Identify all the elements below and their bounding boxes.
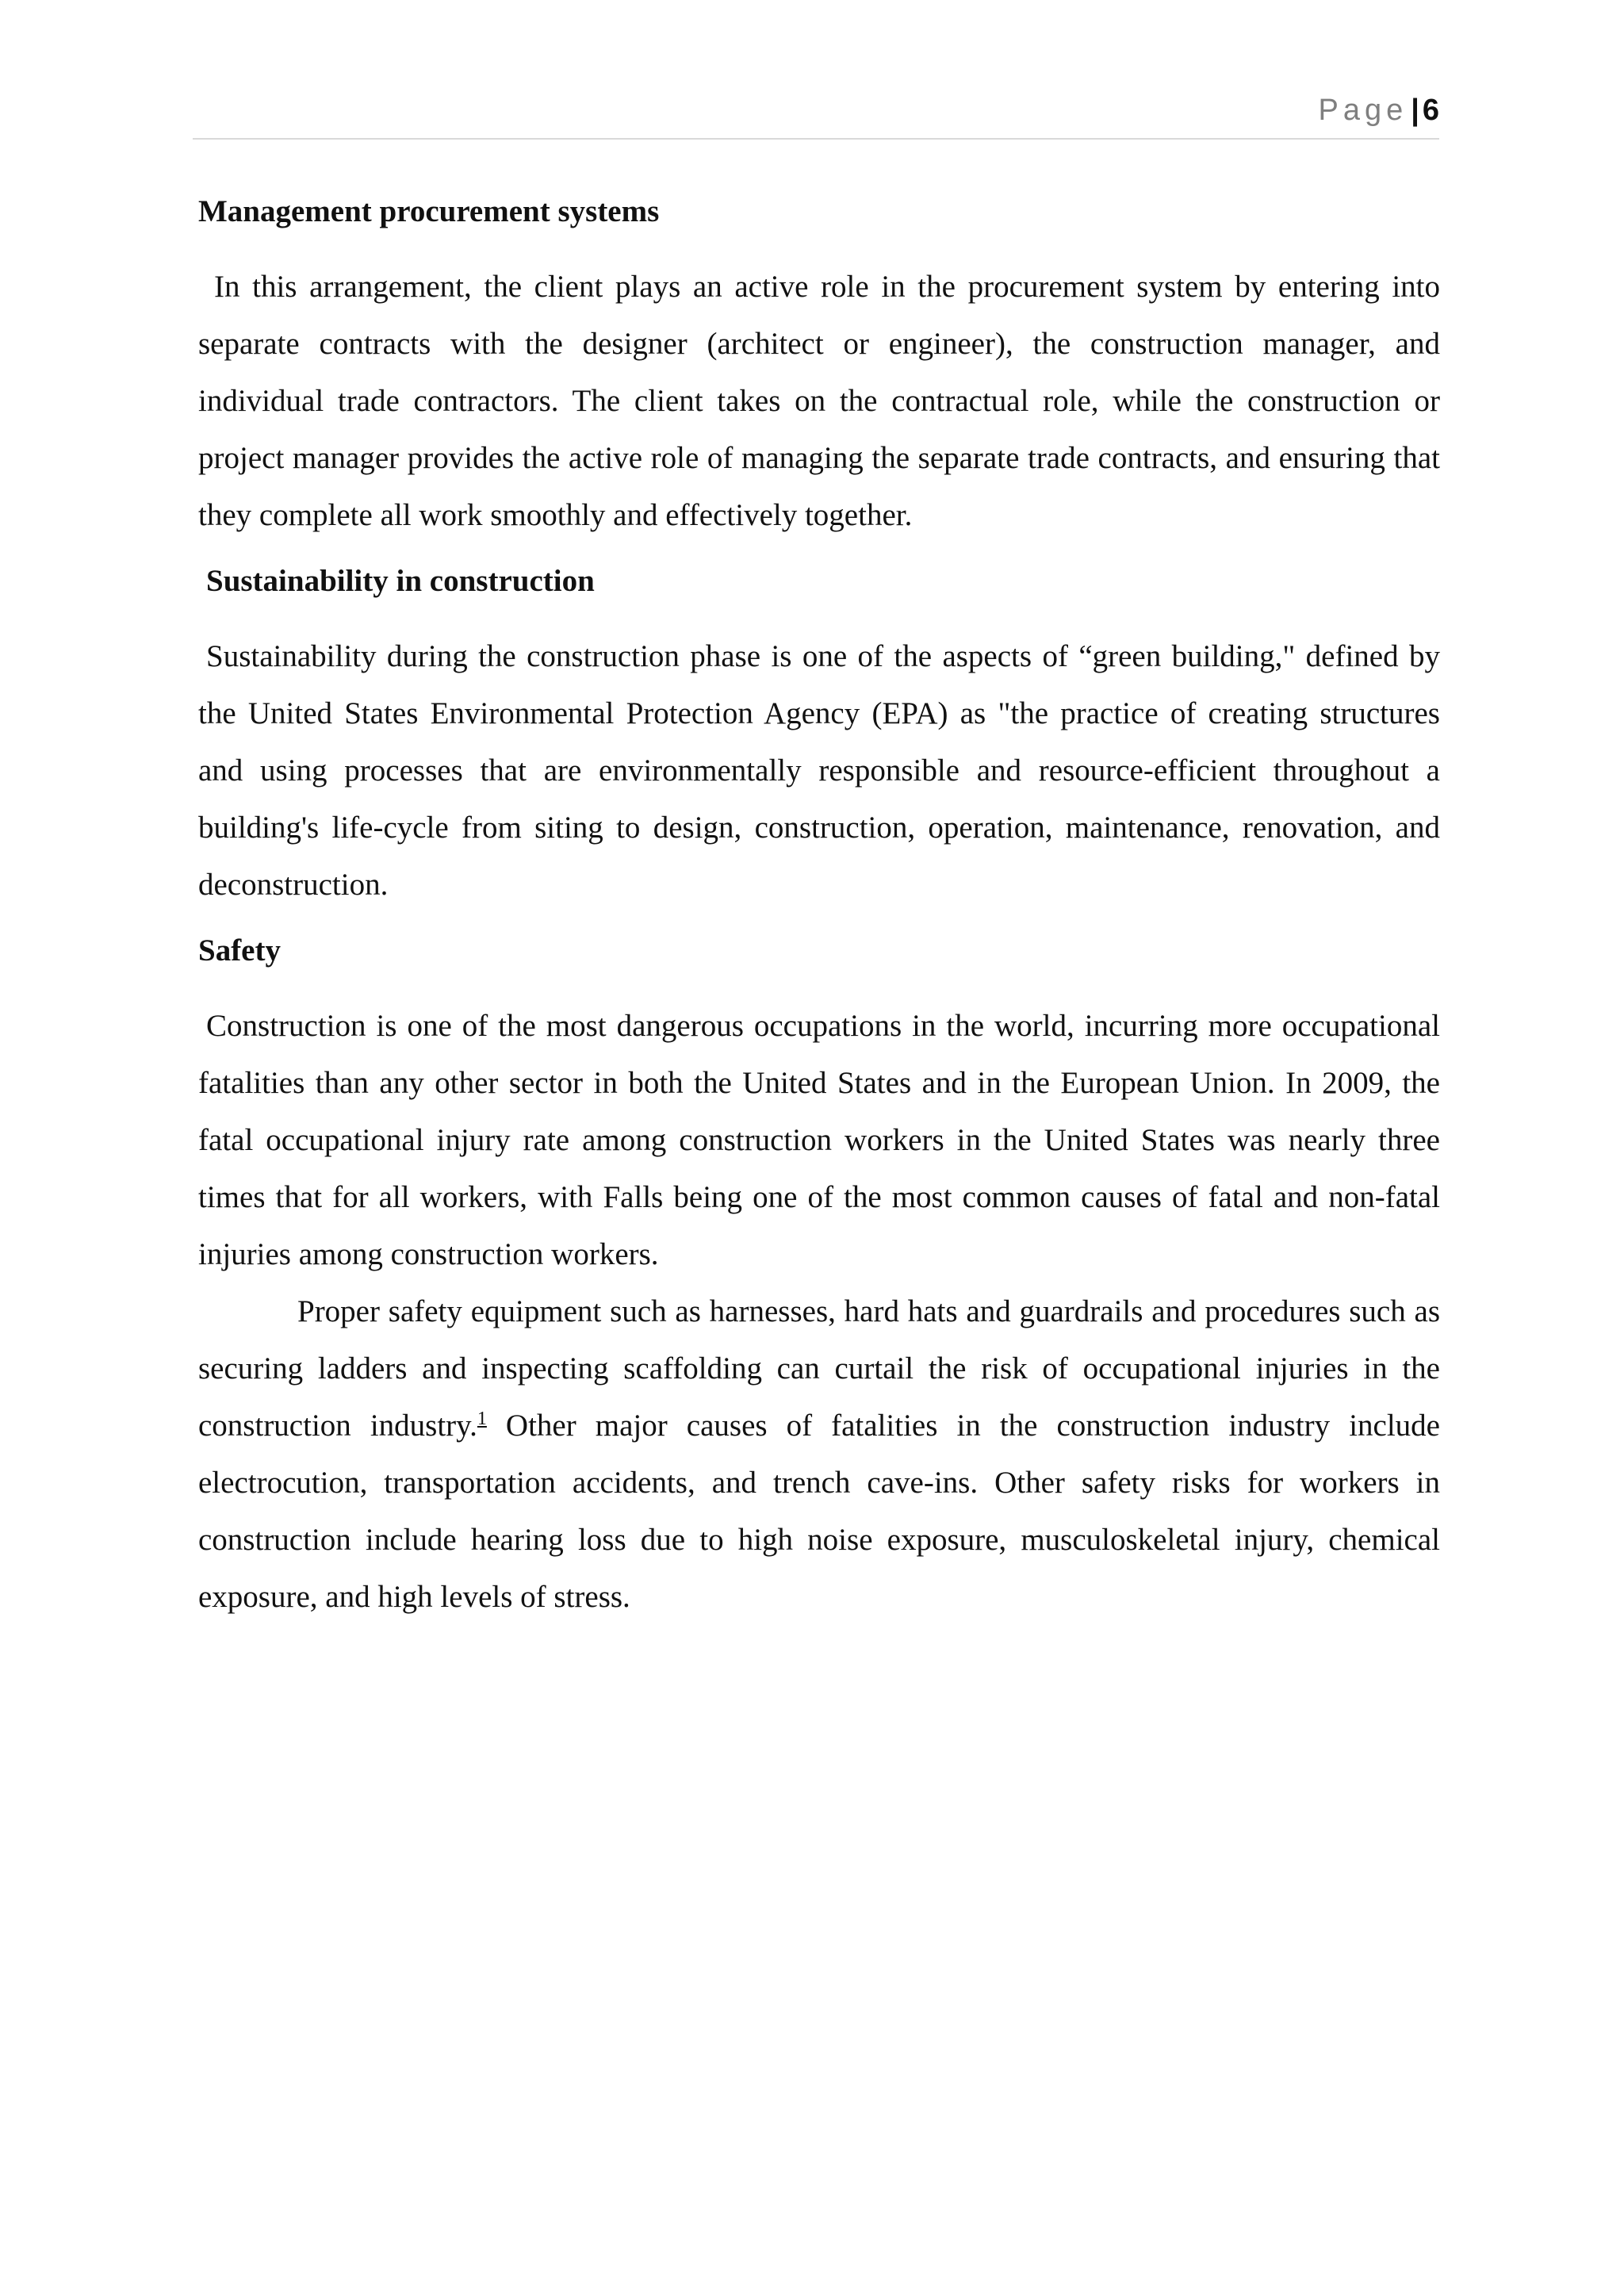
page-label: Page xyxy=(1318,94,1408,127)
paragraph-safety-2-text-after: Other major causes of fatalities in the construction industry include electrocution, transportation accidents, and trench cave-ins. Other safety risks for workers in construction include hearing loss due to high noise exposure, musculoskeletal injury, chemical exposure, and high levels of stress. xyxy=(198,1409,1440,1614)
section-heading-management-procurement: Management procurement systems xyxy=(198,194,660,228)
document-body xyxy=(198,189,1440,1640)
paragraph-safety-1: Construction is one of the most dangerous occupations in the world, incurring more occupational fatalities than any other sector in both the United States and in the European Union. In 2009, the fatal occupational injury rate among construction workers in the United States was nearly three times that for all workers, with Falls being one of the most common causes of fatal and non-fatal injuries among construction workers. xyxy=(198,1009,1440,1271)
paragraph-safety-2-text-before: Proper safety equipment such as harnesses, hard hats and guardrails and procedures such as securing ladders and inspecting scaffolding can curtail the risk of occupational injuries in the construction industry. xyxy=(198,1294,1440,1443)
paragraph-management-procurement: In this arrangement, the client plays an active role in the procurement system by entering into separate contracts with the designer (architect or engineer), the construction manager, and individual trade contractors. The client takes on the contractual role, while the construction or project manager provides the active role of managing the separate trade contracts, and ensuring that they complete all work smoothly and effectively together. xyxy=(198,270,1440,532)
page-header xyxy=(193,92,1439,140)
page-separator: | xyxy=(1411,94,1419,127)
page-number: 6 xyxy=(1422,94,1439,127)
paragraph-sustainability: Sustainability during the construction phase is one of the aspects of “green building," defined by the United States Environmental Protection Agency (EPA) as "the practice of creating structures and using processes that are environmentally responsible and resource-efficient throughout a building's life-cycle from siting to design, construction, operation, maintenance, renovation, and deconstruction. xyxy=(198,639,1440,902)
section-heading-sustainability: Sustainability in construction xyxy=(206,564,595,598)
footnote-reference-link[interactable]: 1 xyxy=(477,1409,487,1429)
section-heading-safety: Safety xyxy=(198,933,281,968)
paragraph-safety-2 xyxy=(198,1283,1440,1626)
